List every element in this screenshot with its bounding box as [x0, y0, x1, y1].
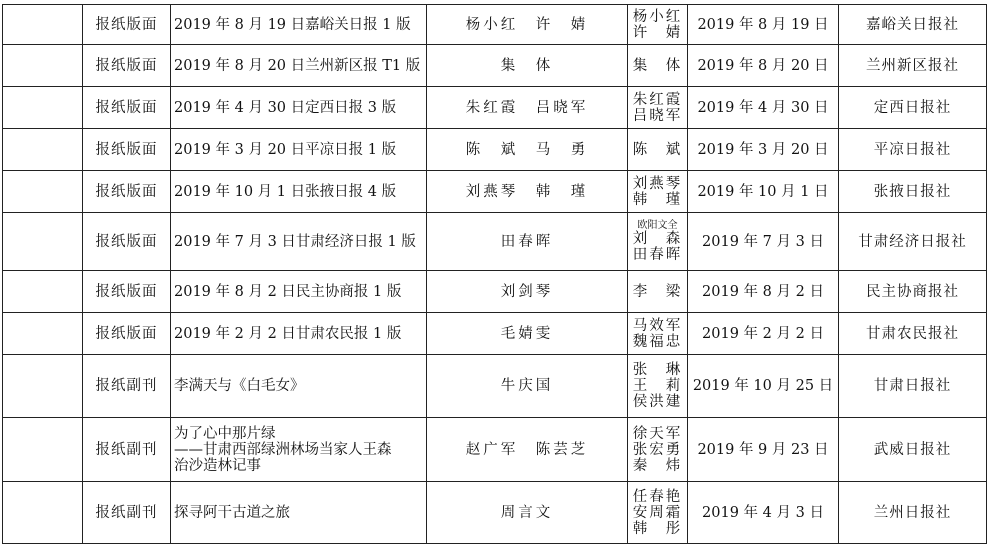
- blank-cell: [3, 213, 83, 271]
- title-cell: [171, 129, 427, 171]
- title-line: 2019 年 4 月 30 日定西日报 3 版: [174, 99, 397, 116]
- table-row: [3, 45, 987, 87]
- category-cell: 报纸版面: [83, 45, 171, 87]
- title-line: 2019 年 8 月 19 日嘉峪关日报 1 版: [174, 16, 411, 33]
- editor-name: 刘燕琴: [632, 175, 683, 192]
- table-row: [3, 87, 987, 129]
- category-cell: 报纸版面: [83, 213, 171, 271]
- title-cell: [171, 213, 427, 271]
- editor-name: 任春艳: [632, 488, 683, 505]
- editor-cell: [628, 45, 688, 87]
- editor-name: 张 琳: [632, 362, 683, 378]
- category-cell: 报纸版面: [83, 5, 171, 45]
- title-cell: [171, 271, 427, 313]
- title-cell: [171, 5, 427, 45]
- editor-name: 吕晓军: [632, 107, 683, 124]
- date-cell: 2019 年 4 月 30 日: [688, 87, 839, 129]
- category-cell: 报纸副刊: [83, 355, 171, 418]
- date-cell: 2019 年 10 月 25 日: [688, 355, 839, 418]
- author-cell: 周言文: [427, 482, 628, 544]
- editor-name: 韩 瑾: [632, 191, 683, 208]
- unit-cell: 民主协商报社: [839, 271, 987, 313]
- title-line: 2019 年 2 月 2 日甘肃农民报 1 版: [174, 325, 402, 342]
- editor-cell: [628, 171, 688, 213]
- unit-cell: 兰州日报社: [839, 482, 987, 544]
- date-cell: 2019 年 2 月 2 日: [688, 313, 839, 355]
- unit-cell: 嘉峪关日报社: [839, 5, 987, 45]
- unit-cell: 兰州新区报社: [839, 45, 987, 87]
- author-cell: 集 体: [427, 45, 628, 87]
- category-cell: 报纸副刊: [83, 418, 171, 482]
- editor-cell: [628, 213, 688, 271]
- blank-cell: [3, 171, 83, 213]
- editor-name: 朱红霞: [632, 91, 683, 108]
- title-line: 2019 年 7 月 3 日甘肃经济日报 1 版: [174, 233, 416, 250]
- title-line: 探寻阿干古道之旅: [174, 504, 290, 521]
- author-cell: 田春晖: [427, 213, 628, 271]
- editor-cell: [628, 418, 688, 482]
- author-cell: 赵广军 陈芸芝: [427, 418, 628, 482]
- editor-name: 安周霜: [632, 504, 683, 521]
- blank-cell: [3, 45, 83, 87]
- unit-cell: 甘肃农民报社: [839, 313, 987, 355]
- date-cell: 2019 年 9 月 23 日: [688, 418, 839, 482]
- unit-cell: 甘肃经济日报社: [839, 213, 987, 271]
- editor-name: 王 莉: [632, 378, 683, 394]
- author-cell: 刘燕琴 韩 瑾: [427, 171, 628, 213]
- blank-cell: [3, 271, 83, 313]
- title-cell: [171, 355, 427, 418]
- editor-name: 韩 彤: [632, 520, 683, 537]
- editor-name: 李 梁: [632, 283, 683, 300]
- unit-cell: 甘肃日报社: [839, 355, 987, 418]
- table-row: [3, 355, 987, 418]
- awards-table: [2, 4, 987, 544]
- title-cell: [171, 313, 427, 355]
- editor-name: 徐天军: [632, 425, 683, 442]
- title-cell: [171, 45, 427, 87]
- title-line: 2019 年 8 月 20 日兰州新区报 T1 版: [174, 57, 421, 74]
- table-row: [3, 271, 987, 313]
- title-line: 2019 年 3 月 20 日平凉日报 1 版: [174, 141, 397, 158]
- date-cell: 2019 年 10 月 1 日: [688, 171, 839, 213]
- title-line: 2019 年 8 月 2 日民主协商报 1 版: [174, 283, 402, 300]
- author-cell: 杨小红 许 婧: [427, 5, 628, 45]
- editor-cell: [628, 482, 688, 544]
- blank-cell: [3, 87, 83, 129]
- blank-cell: [3, 313, 83, 355]
- category-cell: 报纸版面: [83, 313, 171, 355]
- date-cell: 2019 年 8 月 20 日: [688, 45, 839, 87]
- blank-cell: [3, 418, 83, 482]
- table-row: [3, 171, 987, 213]
- author-cell: 刘剑琴: [427, 271, 628, 313]
- editor-name: 许 婧: [632, 24, 683, 41]
- editor-name: 马效军: [632, 317, 683, 334]
- author-cell: 朱红霞 吕晓军: [427, 87, 628, 129]
- title-cell: [171, 482, 427, 544]
- editor-cell: [628, 87, 688, 129]
- author-cell: 牛庆国: [427, 355, 628, 418]
- category-cell: 报纸副刊: [83, 482, 171, 544]
- author-cell: 毛婧雯: [427, 313, 628, 355]
- date-cell: 2019 年 3 月 20 日: [688, 129, 839, 171]
- table-row: [3, 482, 987, 544]
- title-cell: [171, 171, 427, 213]
- date-cell: 2019 年 4 月 3 日: [688, 482, 839, 544]
- editor-name: 田春晖: [632, 247, 683, 263]
- title-cell: [171, 87, 427, 129]
- author-cell: 陈 斌 马 勇: [427, 129, 628, 171]
- unit-cell: 张掖日报社: [839, 171, 987, 213]
- editor-cell: [628, 129, 688, 171]
- date-cell: 2019 年 8 月 19 日: [688, 5, 839, 45]
- editor-name: 刘 森: [632, 231, 683, 247]
- date-cell: 2019 年 8 月 2 日: [688, 271, 839, 313]
- editor-name: 杨小红: [632, 8, 683, 25]
- editor-cell: [628, 271, 688, 313]
- editor-name: 张宏勇: [632, 441, 683, 458]
- editor-cell: [628, 313, 688, 355]
- category-cell: 报纸版面: [83, 171, 171, 213]
- unit-cell: 平凉日报社: [839, 129, 987, 171]
- editor-name: 陈 斌: [632, 141, 683, 158]
- table-row: [3, 129, 987, 171]
- editor-name: 秦 炜: [632, 457, 683, 474]
- category-cell: 报纸版面: [83, 129, 171, 171]
- editor-name: 集 体: [632, 57, 683, 74]
- table-row: [3, 213, 987, 271]
- title-line: 为了心中那片绿: [174, 425, 276, 442]
- unit-cell: 定西日报社: [839, 87, 987, 129]
- table-row: [3, 313, 987, 355]
- category-cell: 报纸版面: [83, 87, 171, 129]
- unit-cell: 武威日报社: [839, 418, 987, 482]
- blank-cell: [3, 5, 83, 45]
- table-row: [3, 5, 987, 45]
- editor-name: 欧阳文全: [637, 220, 678, 231]
- editor-cell: [628, 355, 688, 418]
- title-cell: [171, 418, 427, 482]
- editor-name: 侯洪建: [632, 394, 683, 410]
- date-cell: 2019 年 7 月 3 日: [688, 213, 839, 271]
- title-line: 李满天与《白毛女》: [174, 378, 305, 394]
- table-row: [3, 418, 987, 482]
- blank-cell: [3, 355, 83, 418]
- title-line: 2019 年 10 月 1 日张掖日报 4 版: [174, 183, 397, 200]
- blank-cell: [3, 129, 83, 171]
- title-line: 治沙造林记事: [174, 457, 261, 474]
- blank-cell: [3, 482, 83, 544]
- title-line: ——甘肃西部绿洲林场当家人王森: [174, 441, 392, 458]
- editor-name: 魏福忠: [632, 333, 683, 350]
- editor-cell: [628, 5, 688, 45]
- category-cell: 报纸版面: [83, 271, 171, 313]
